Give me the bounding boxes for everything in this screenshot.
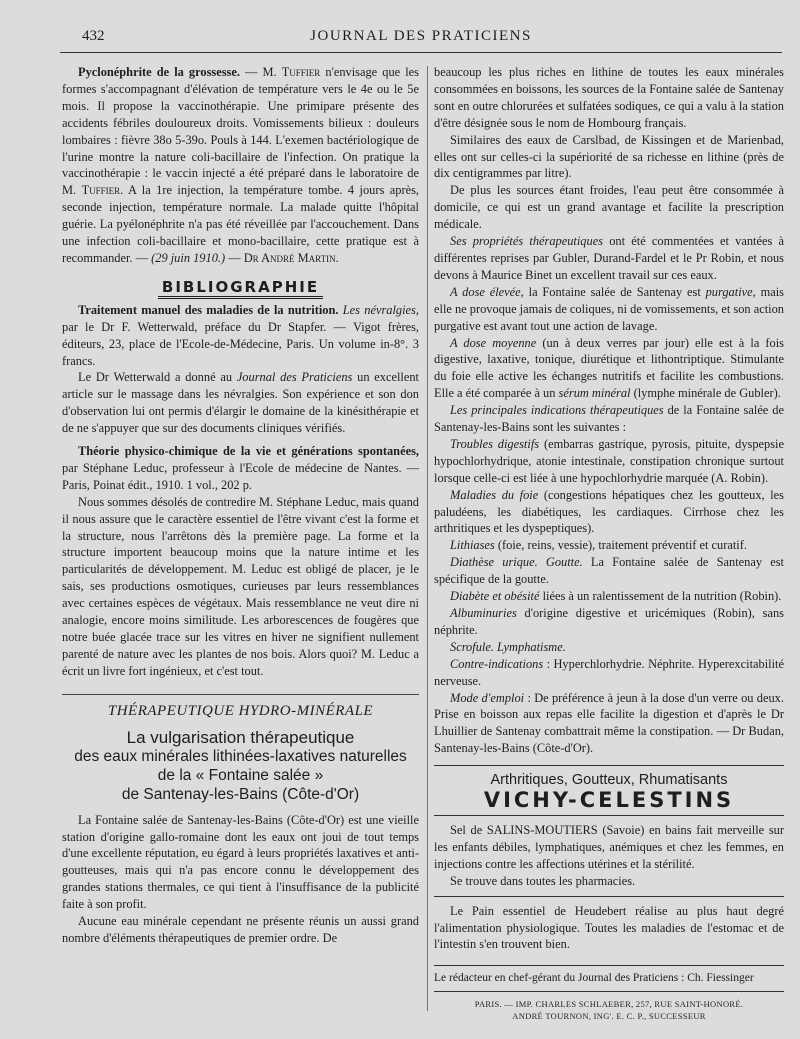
paragraph: beaucoup les plus riches en lithine de toutes les eaux minérales consommées en boissons, les sources de la Fontaine salée de Santenay sont en outre chlorurées et sulfatées sodiques, ce qui a valu à la station d'être désignée sous le nom de Hombourg français. [434,65,784,130]
article-date: (29 juin 1910.) [151,250,226,265]
ad-text: Le Pain essentiel de Heudebert réalise au plus haut degré l'alimentation physiologique. Toutes les maladies de l'estomac et de l'intestin s'en trouvent bien. [434,903,784,952]
journal-title: JOURNAL DES PRATICIENS [310,28,532,44]
paragraph: Nous sommes désolés de contredire M. Stéphane Leduc, mais quand il nous assure que le caractère essentiel de l'être vivant c'est la forme et la structure, nous l'arrêtons dès la première page. La forme et la structure importent beaucoup moins que la nature intime et les particularités de développement. M. Leduc est obligé de placer, je le sais, ses productions osmotiques, curieuses par leurs ressemblances avec certaines espèces de végétaux. Mais ressemblance ne veut dire ni analogie, encore moins similitude. Les arborescences de fougères que notre buée glacée trace sur les vitres en hiver ne signifient nullement parenté de nature avec les plantes de nos bois. Alors quoi? M. Leduc a écrit un livre fort ingénieux, et c'est tout. [62,494,419,678]
advertisement-salins [434,815,784,896]
ad-text: Sel de SALINS-MOUTIERS (Savoie) en bains fait merveille sur les enfants débiles, lymphatiques, anémiques et chez les femmes, en injections contre les affections utérines et la stérilité. [434,822,784,871]
advertisement-heudebert [434,896,784,960]
paragraph-text: n'envisage que les formes s'accompagnant d'élévation de température vers le 4e ou le 5e mois. Il propose la vaccinothérapie. Une primipare présente des accidents fébriles douloureux droits. Vomissements bilieux : douleurs lombaires : fièvre 38o 5-39o. Pouls à 144. L'exemen bactériologique de l'urine montre la nature coli-bacillaire de l'infection. On pratique la vaccinothérapie : le vaccin injecté a été préparé dans le laboratoire de M. [62,65,419,198]
paragraph: Les principales indications thérapeutiques de la Fontaine salée de Santenay-les-Bains sont les suivantes : [434,403,784,435]
paragraph: Albuminuries d'origine digestive et uricémiques (Robin), sans néphrite. [434,606,784,637]
paragraph: Ses propriétés thérapeutiques ont été commentées et vantées à différentes reprises par Gubler, Durand-Fardel et le Pr Robin, et nous devons à Maurice Binet un excellent travail sur ces eaux. [434,234,784,282]
page-header [60,24,782,53]
ad-text: Se trouve dans toutes les pharmacies. [450,873,636,888]
paragraph: Scrofule. Lymphatisme. [450,639,566,654]
paragraph: Similaires des eaux de Carslbad, de Kissingen et de Marienbad, elles ont sur celles-ci la supériorité de sa richesse en lithine (près de dix centigrammes par litre). [434,132,784,181]
paragraph: Diathèse urique. Goutte. La Fontaine salée de Santenay est spécifique de la goutte. [434,555,784,587]
article-signature: — Dr André Martin. [228,250,339,265]
printer-imprint: PARIS. — IMP. CHARLES SCHLAEBER, 257, RUE SAINT-HONORÉ. ANDRÉ TOURNON, ING'. E. C. P., SUCCESSEUR [474,999,744,1022]
article-title: La vulgarisation thérapeutique des eaux minérales lithinées-laxatives naturelles de la « Fontaine salée » de Santenay-les-Bains (Côte-d'Or) [74,727,407,803]
section-heading-therapeutique: THÉRAPEUTIQUE HYDRO-MINÉRALE [62,694,419,720]
paragraph: Mode d'emploi : De préférence à jeun à la dose d'un verre ou deux. Prise en boisson aux repas elle facilite la digestion et d'après le Dr Lhuillier de Santenay combattrait même la constipation. — Dr Budan, Santenay-les-Bains (Côte-d'Or). [434,690,784,756]
right-column [434,64,784,1022]
biblio-entry [62,302,419,370]
biblio-entry [62,443,419,494]
article-pyelonephrite: Pyclonéphrite de la grossesse. — M. Tuffier n'envisage que les formes s'accompagnant d'élévation de température vers le 4e ou le 5e mois. Il propose la vaccinothérapie. Une primipare présente des accidents fébriles douloureux droits. Vomissements bilieux : douleurs lombaires : fièvre 38o 5-39o. Pouls à 144. L'exemen bactériologique de l'urine montre la nature coli-bacillaire de l'infection. On pratique la vaccinothérapie : le vaccin injecté a été préparé dans le laboratoire de M. Tuffier. A la 1re injection, la température tombe. 4 jours après, seconde injection, température normale. La malade quitte l'hôpital guérie. La pyélonéphrite n'a pas été réveillée par l'accouchement. Dans une infection coli-bacillaire et mono-bacillaire, cette pratique est à recommander. — (29 juin 1910.) — Dr André Martin. [62,65,419,265]
column-divider [427,66,428,1011]
biblio-title: Traitement manuel des maladies de la nutrition. [78,302,339,317]
paragraph: Diabète et obésité liées à un ralentissement de la nutrition (Robin). [450,589,782,604]
paragraph: A dose moyenne (un à deux verres par jour) elle est à la fois digestive, laxative, tonique, diurétique et lithontriptique. Stimulante du foie elle active les échanges nutritifs et facilite les combustions. Elle a été comparée à un sérum minéral (lymphe minérale de Gubler). [434,335,784,401]
biblio-meta: par le Dr F. Wetterwald, préface du Dr Stapfer. — Vigot frères, éditeurs, 23, place de l'Ecole-de-Médecine, Paris. Un volume in-8°. 3 francs. [62,319,419,368]
paragraph: Troubles digestifs (embarras gastrique, pyrosis, pituite, dyspepsie hypochlorhydrique, atonie intestinale, constipation chronique surtout lorsque celle-ci est liée à une hypochlorhydrie marquée (A. Robin). [434,436,784,485]
biblio-title: Théorie physico-chimique de la vie et générations spontanées, [78,444,419,459]
paragraph: A dose élevée, la Fontaine salée de Santenay est purgative, mais elle ne provoque jamais de coliques, ni de vomissements, et son action purgative est avant tout une action de lavage. [434,284,784,333]
paragraph-text: . A la 1re injection, la température tombe. 4 jours après, seconde injection, température normale. La malade quitte l'hôpital guérie. La pyélonéphrite n'a pas été réveillée par l'accouchement. Dans une infection coli-bacillaire et mono-bacillaire, cette pratique est à recommander. — [62,183,419,265]
ad-brand: VICHY-CELESTINS [483,788,735,813]
paragraph: Maladies du foie (congestions hépatiques chez les goutteux, les paludéens, les diabétiques, les cardiaques. Cirrhose chez les arthritiques et les dyspeptiques). [434,487,784,536]
ad-tagline: Arthritiques, Goutteux, Rhumatisants [490,772,728,789]
editor-line: Le rédacteur en chef-gérant du Journal des Praticiens : Ch. Fiessinger [434,965,784,992]
author-name: Tuffier [281,65,321,79]
biblio-meta: par Stéphane Leduc, professeur à l'Ecole de médecine de Nantes. — Paris, Poinat édit., 1910. 1 vol., 202 p. [62,460,419,492]
paragraph: Lithiases (foie, reins, vessie), traitement préventif et curatif. [450,538,747,553]
paragraph: Contre-indications : Hyperchlorhydrie. Néphrite. Hyperexcitabilité nerveuse. [434,656,784,688]
author-name: Tuffier [81,183,121,198]
left-column [62,64,419,947]
advertisement-vichy [434,765,784,813]
paragraph: La Fontaine salée de Santenay-les-Bains (Côte-d'Or) est une vieille station d'origine gallo-romaine dont les eaux ont joui de tout temps d'une excellente réputation, eu égard à leurs propriétés laxatives et anti-goutteuses, mais qui n'a pas encore connu le développement des grandes stations thermales, ce qui tient à l'insuffisance de la publicité faite à son profit. [62,812,419,912]
page-number: 432 [82,28,105,44]
article-heading: Pyclonéphrite de la grossesse. [78,65,240,79]
paragraph: De plus les sources étant froides, l'eau peut être consommée à domicile, ce qui est un grand avantage et facilite la prescription médicale. [434,183,784,232]
biblio-subtitle: Les névralgies, [342,302,419,317]
section-heading-bibliographie: BIBLIOGRAPHIE [62,279,419,296]
paragraph: Aucune eau minérale cependant ne présente réunis un aussi grand nombre d'éléments thérapeutiques de premier ordre. De [62,914,419,945]
paragraph: Le Dr Wetterwald a donné au Journal des Praticiens un excellent article sur le massage dans les névralgies. Son expérience et son don d'observation lui ont permis d'élargir le domaine de la kinésithérapie et de ne s'appuyer que sur des documents cliniques vérifiés. [62,370,419,436]
